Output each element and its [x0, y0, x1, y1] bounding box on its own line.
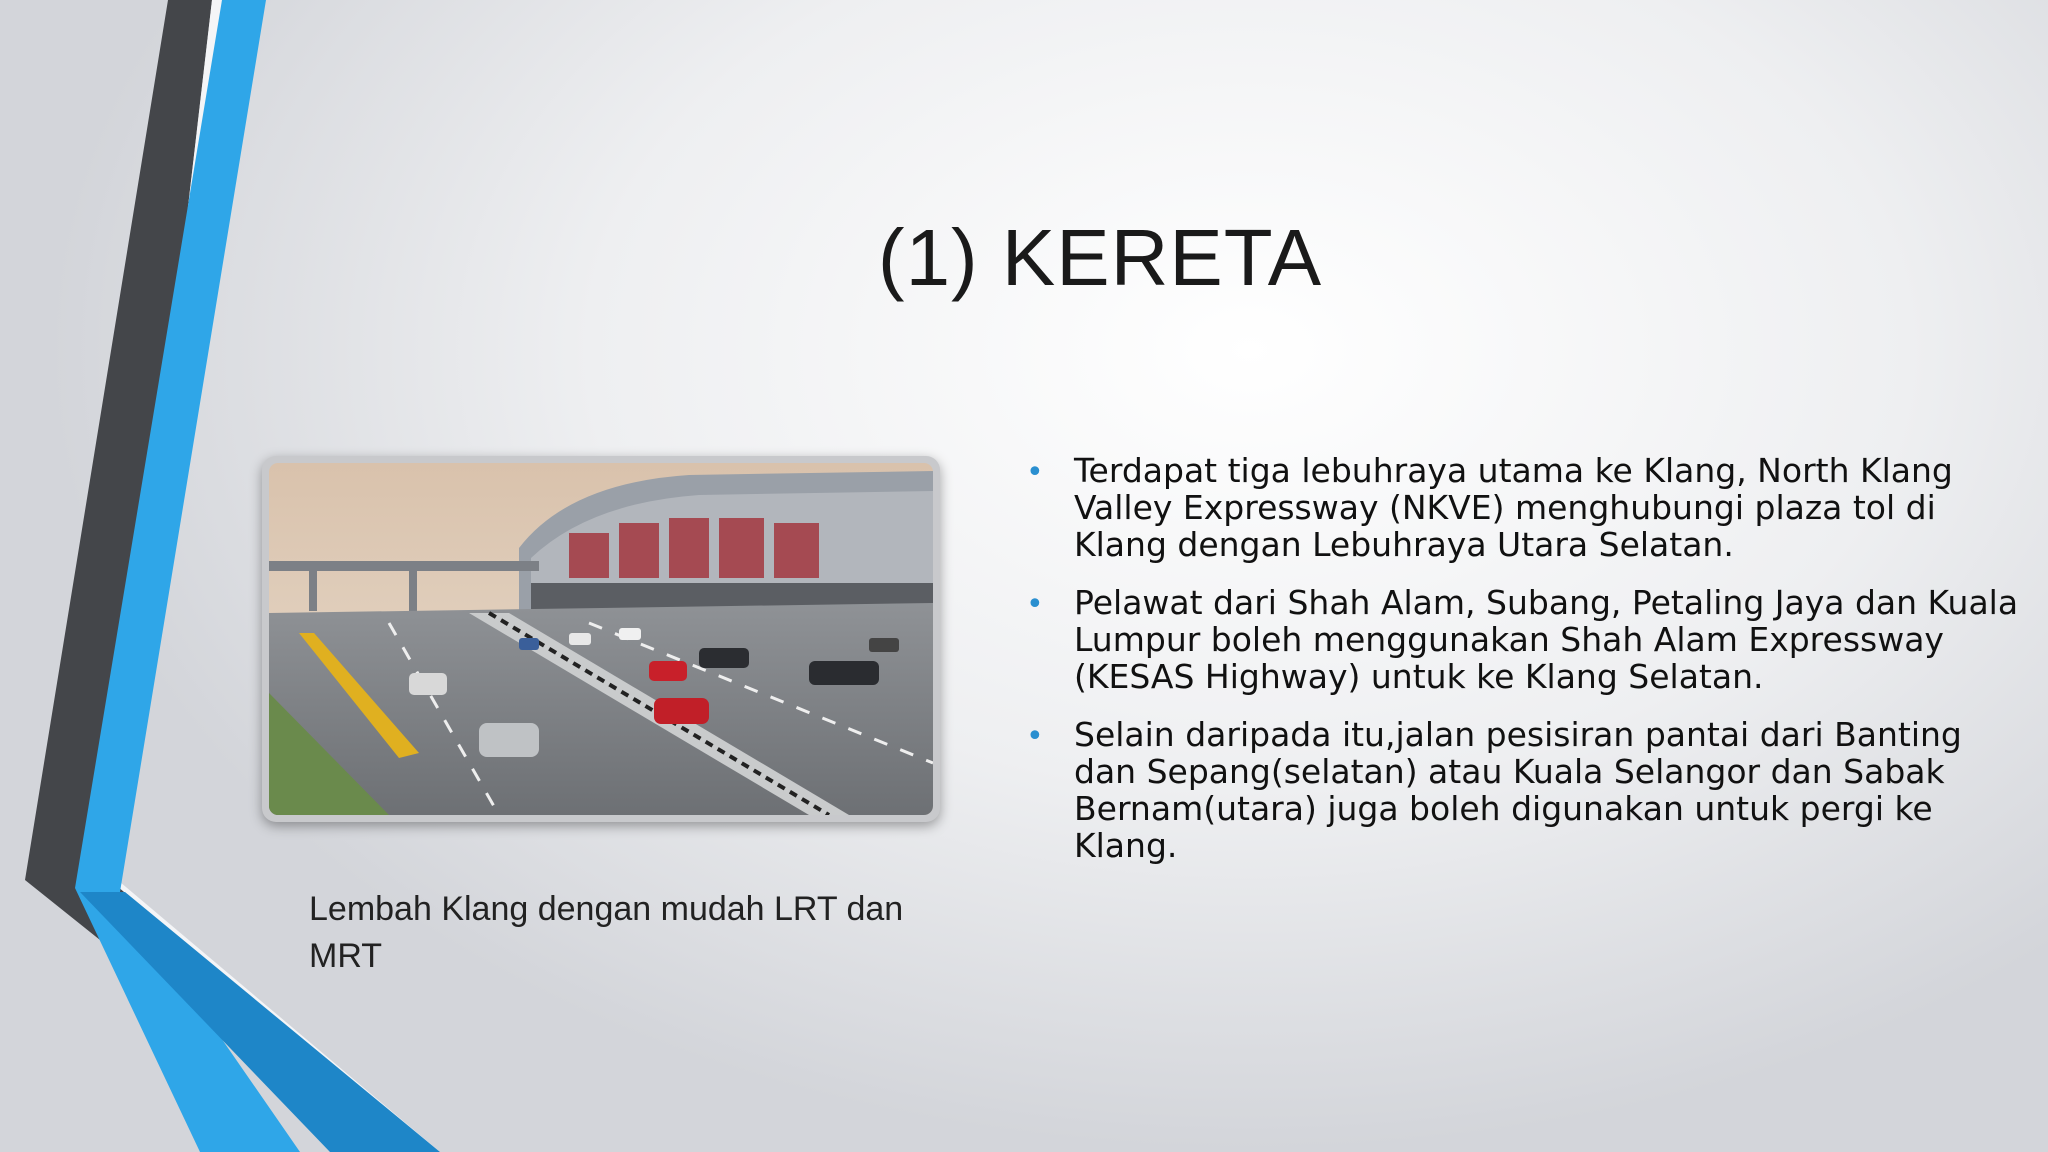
bullet-item — [1020, 452, 2020, 563]
bullet-dot-icon: • — [1026, 455, 1044, 490]
bullet-text: Selain daripada itu,jalan pesisiran pantai dari Banting dan Sepang(selatan) atau Kuala Selangor dan Sabak Bernam(utara) juga boleh digunakan untuk pergi ke Klang. — [1074, 715, 1962, 865]
bullet-text: Terdapat tiga lebuhraya utama ke Klang, North Klang Valley Expressway (NKVE) menghubungi plaza tol di Klang dengan Lebuhraya Utara Selatan. — [1074, 451, 1953, 564]
highway-photo-frame — [262, 456, 940, 822]
photo-caption: Lembah Klang dengan mudah LRT dan MRT — [309, 890, 904, 975]
bullet-text: Pelawat dari Shah Alam, Subang, Petaling Jaya dan Kuala Lumpur boleh menggunakan Shah Alam Expressway (KESAS Highway) untuk ke Klang Selatan. — [1074, 583, 2019, 696]
bullet-item — [1020, 716, 2020, 864]
slide-title: (1) KERETA — [877, 213, 1323, 302]
bullet-dot-icon: • — [1026, 719, 1044, 754]
bullet-list — [1020, 452, 2020, 885]
bullet-dot-icon: • — [1026, 587, 1044, 622]
bullet-item — [1020, 584, 2020, 695]
highway-photo — [269, 463, 933, 815]
